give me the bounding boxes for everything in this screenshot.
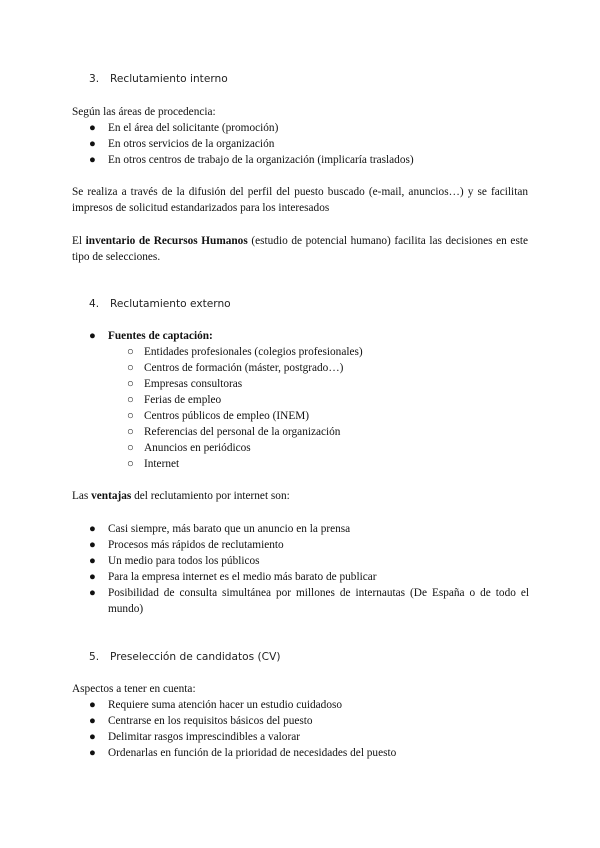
section-3-title: Reclutamiento interno: [110, 73, 228, 85]
bullet-icon: ●: [89, 539, 96, 551]
list-item: ○ Anuncios en periódicos: [127, 442, 251, 454]
circle-bullet-icon: ○: [127, 362, 134, 374]
bullet-icon: ●: [89, 138, 96, 150]
list-item: ● Requiere suma atención hacer un estudio cuidadoso: [89, 699, 343, 711]
list-item: ● Ordenarlas en función de la prioridad de necesidades del puesto: [89, 747, 397, 759]
list-item: ○ Centros públicos de empleo (INEM): [127, 410, 310, 422]
bullet-icon: ●: [89, 587, 96, 599]
list-item: ○ Internet: [127, 458, 180, 470]
list-item: ○ Ferias de empleo: [127, 394, 222, 406]
list-item: ● Delimitar rasgos imprescindibles a valorar: [89, 731, 300, 743]
bullet-icon: ●: [89, 330, 96, 342]
circle-bullet-icon: ○: [127, 378, 134, 390]
bullet-icon: ●: [89, 571, 96, 583]
section-5-heading: [89, 649, 280, 665]
list-item: ○ Entidades profesionales (colegios profesionales): [127, 346, 363, 358]
circle-bullet-icon: ○: [127, 410, 134, 422]
list-item: ● En otros servicios de la organización: [89, 138, 275, 150]
list-item: ● Para la empresa internet es el medio más barato de publicar: [89, 571, 377, 583]
section-3-paragraph-2: El inventario de Recursos Humanos (estudio de potencial humano) facilita las decisiones en este tipo de selecciones.: [72, 235, 528, 263]
bullet-icon: ●: [89, 715, 96, 727]
bullet-icon: ●: [89, 523, 96, 535]
circle-bullet-icon: ○: [127, 442, 134, 454]
bullet-icon: ●: [89, 747, 96, 759]
section-3-number: 3.: [89, 73, 100, 85]
circle-bullet-icon: ○: [127, 346, 134, 358]
section-3-list: [89, 120, 529, 168]
section-4-number: 4.: [89, 298, 100, 310]
section-5-title: Preselección de candidatos (CV): [110, 651, 281, 663]
bullet-icon: ●: [89, 122, 96, 134]
circle-bullet-icon: ○: [127, 394, 134, 406]
section-5-number: 5.: [89, 651, 100, 663]
list-item: ● Centrarse en los requisitos básicos del puesto: [89, 715, 313, 727]
ventajas-term: ventajas: [91, 490, 132, 502]
ventajas-list: [89, 521, 529, 617]
ventajas-intro: Las ventajas del reclutamiento por internet son:: [72, 490, 290, 502]
bullet-icon: ●: [89, 555, 96, 567]
bullet-icon: ●: [89, 731, 96, 743]
section-4-title: Reclutamiento externo: [110, 298, 231, 310]
list-item: ○ Empresas consultoras: [127, 378, 243, 390]
bullet-icon: ●: [89, 699, 96, 711]
circle-bullet-icon: ○: [127, 426, 134, 438]
list-item: ● Un medio para todos los públicos: [89, 555, 260, 567]
list-item: ● En otros centros de trabajo de la organización (implicaría traslados): [89, 154, 414, 166]
fuentes-list: [89, 328, 529, 344]
section-3-intro: Según las áreas de procedencia:: [72, 106, 216, 118]
bullet-icon: ●: [89, 154, 96, 166]
list-item: ○ Centros de formación (máster, postgrado…): [127, 362, 344, 374]
list-item: ● En el área del solicitante (promoción): [89, 122, 279, 134]
hr-inventory-term: inventario de Recursos Humanos: [85, 235, 248, 247]
circle-bullet-icon: ○: [127, 458, 134, 470]
section-4-heading: [89, 296, 231, 312]
fuentes-sublist: [127, 344, 527, 472]
list-item: ● Casi siempre, más barato que un anuncio en la prensa: [89, 523, 351, 535]
section-5-list: [89, 697, 529, 761]
list-item: ○ Referencias del personal de la organización: [127, 426, 341, 438]
fuentes-label: Fuentes de captación:: [108, 330, 213, 342]
section-3-paragraph-1: Se realiza a través de la difusión del perfil del puesto buscado (e-mail, anuncios…) y se facilitan impresos de solicitud estandarizados para los interesados: [72, 186, 528, 214]
list-item: [89, 328, 529, 344]
list-item: ● Posibilidad de consulta simultánea por millones de internautas (De España o de todo el mundo): [89, 587, 529, 615]
section-3-heading: [89, 71, 228, 87]
list-item: ● Procesos más rápidos de reclutamiento: [89, 539, 284, 551]
section-5-intro: Aspectos a tener en cuenta:: [72, 683, 196, 695]
